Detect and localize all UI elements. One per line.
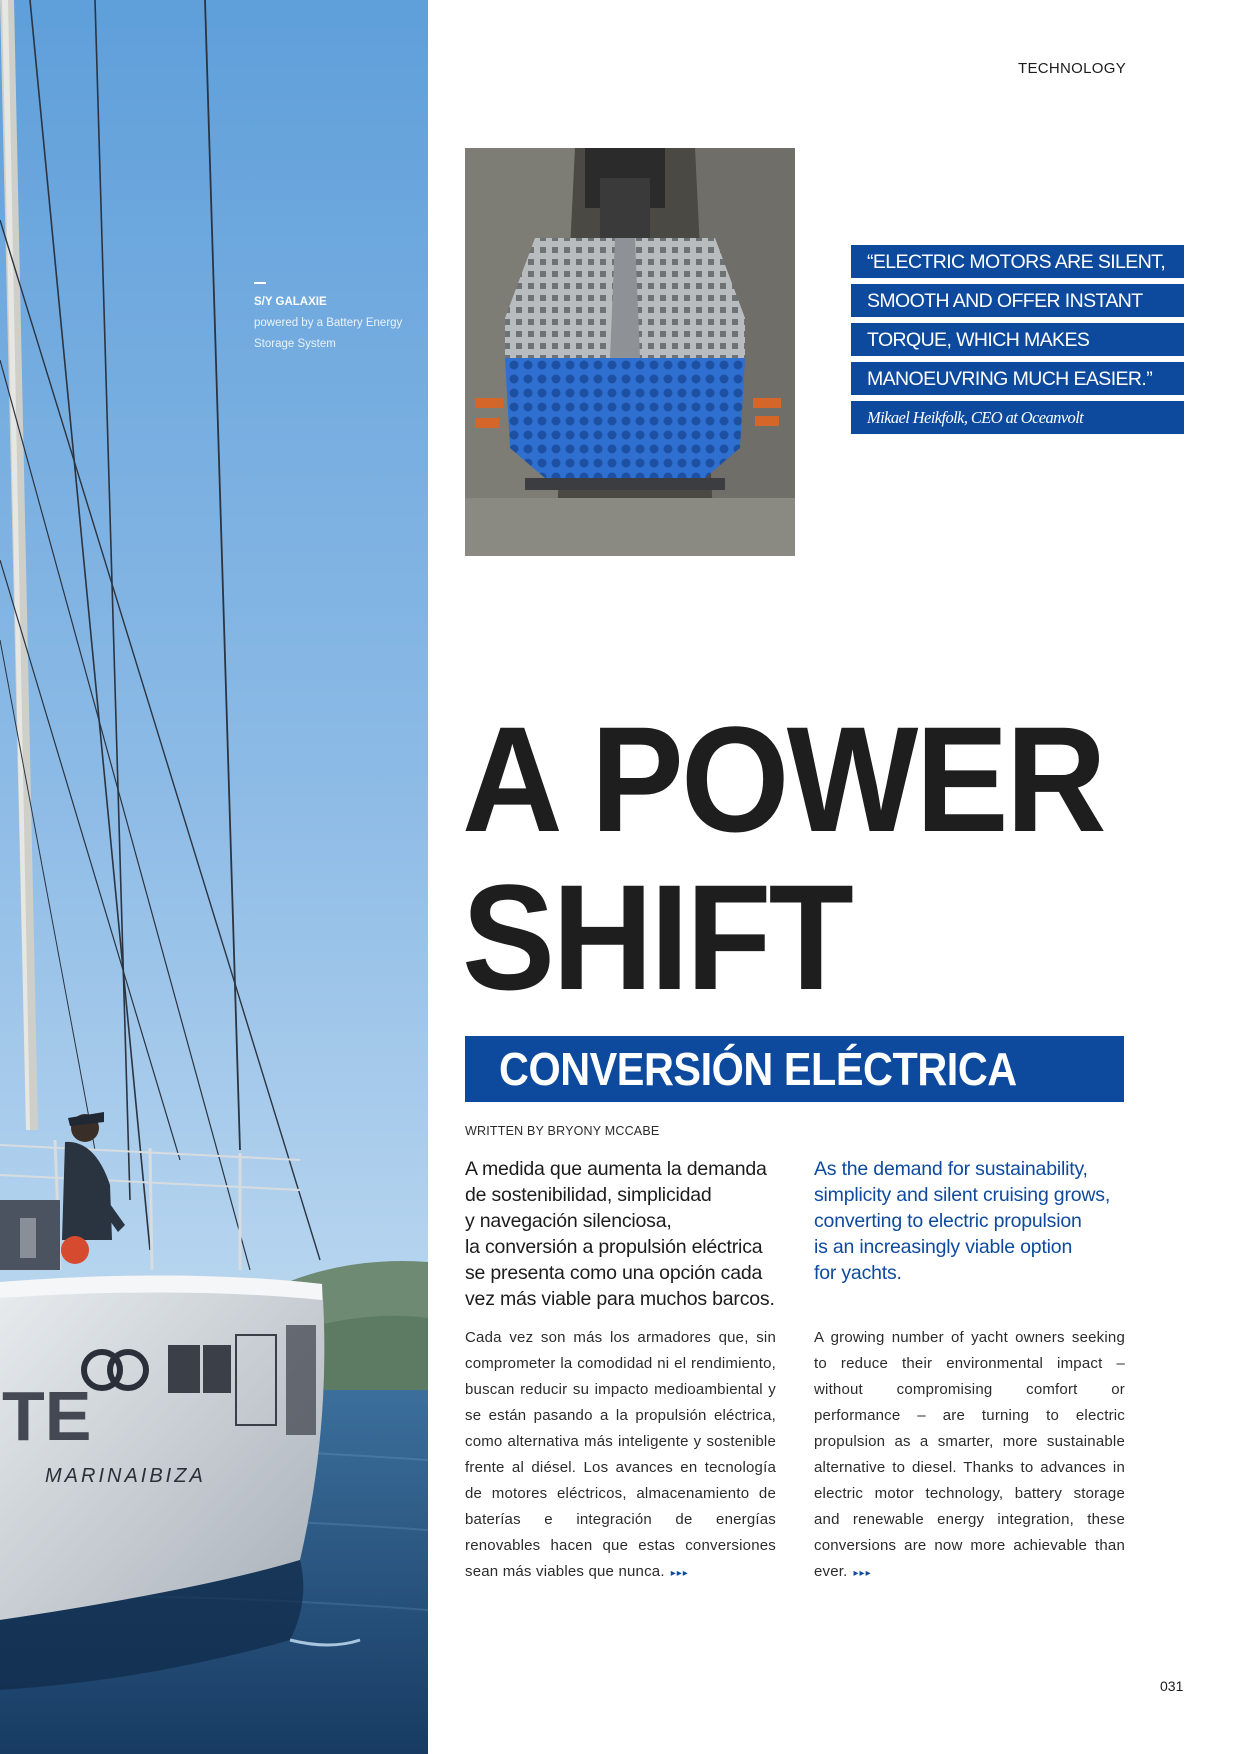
subheadline: CONVERSIÓN ELÉCTRICA: [499, 1043, 1017, 1095]
quote-line: “ELECTRIC MOTORS ARE SILENT,: [851, 245, 1184, 278]
caption-dash: [254, 282, 266, 284]
intro-line: vez más viable para muchos barcos.: [465, 1288, 775, 1310]
intro-line: converting to electric propulsion: [814, 1210, 1082, 1232]
sailboat-photo: [0, 0, 428, 1754]
headline-line-2: SHIFT: [462, 853, 852, 1021]
body-spanish: [465, 1325, 776, 1587]
headline-line-1: A POWER: [462, 695, 1104, 863]
intro-line: se presenta como una opción cada: [465, 1262, 763, 1284]
quote-line: TORQUE, WHICH MAKES: [851, 323, 1184, 356]
page-number: 031: [1160, 1678, 1184, 1694]
subheadline-bar: [465, 1036, 1124, 1102]
continue-arrows-icon: ▸▸▸: [853, 1568, 872, 1579]
body-english: [814, 1325, 1125, 1587]
headline: [462, 695, 1162, 1021]
svg-text:MARINAIBIZA: MARINAIBIZA: [45, 1465, 206, 1487]
body-text: A growing number of yacht owners seeking to reduce their environmental impact – without compromising comfort or performance – are turning to electric propulsion as a smarter, more sustainable alternative to diesel. Thanks to advances in electric motor technology, battery storage and renewable energy integration, these conversions are now more achievable than ever.: [814, 1329, 1125, 1580]
intro-line: y navegación silenciosa,: [465, 1210, 672, 1232]
caption-text: powered by a Battery Energy Storage System: [254, 317, 403, 350]
continue-arrows-icon: ▸▸▸: [670, 1568, 689, 1579]
intro-line: A medida que aumenta la demanda: [465, 1158, 767, 1180]
quote-attribution: Mikael Heikfolk, CEO at Oceanvolt: [851, 401, 1184, 434]
intro-line: de sostenibilidad, simplicidad: [465, 1184, 712, 1206]
caption-title: S/Y GALAXIE: [254, 296, 327, 308]
byline: WRITTEN BY BRYONY MCCABE: [465, 1124, 660, 1138]
photo-caption: [254, 282, 414, 355]
body-text: Cada vez son más los armadores que, sin comprometer la comodidad ni el rendimiento, buscan reducir su impacto medioambiental y se están pasando a la propulsión eléctrica, como alternativa más inteligente y sostenible frente al diésel. Los avances en tecnología de motores eléctricos, almacenamiento de baterías e integración de energías renovables hacen que estas conversiones sean más viables que nunca.: [465, 1329, 776, 1580]
svg-text:TE: TE: [2, 1377, 92, 1455]
intro-line: la conversión a propulsión eléctrica: [465, 1236, 763, 1258]
intro-spanish: [465, 1156, 795, 1312]
intro-english: [814, 1156, 1144, 1286]
intro-line: simplicity and silent cruising grows,: [814, 1184, 1111, 1206]
quote-line: MANOEUVRING MUCH EASIER.”: [851, 362, 1184, 395]
battery-pack-photo: [465, 148, 795, 556]
pull-quote: [851, 245, 1184, 434]
intro-line: is an increasingly viable option: [814, 1236, 1073, 1258]
intro-line: As the demand for sustainability,: [814, 1158, 1088, 1180]
intro-line: for yachts.: [814, 1262, 902, 1284]
quote-line: SMOOTH AND OFFER INSTANT: [851, 284, 1184, 317]
section-label: TECHNOLOGY: [1017, 60, 1126, 77]
